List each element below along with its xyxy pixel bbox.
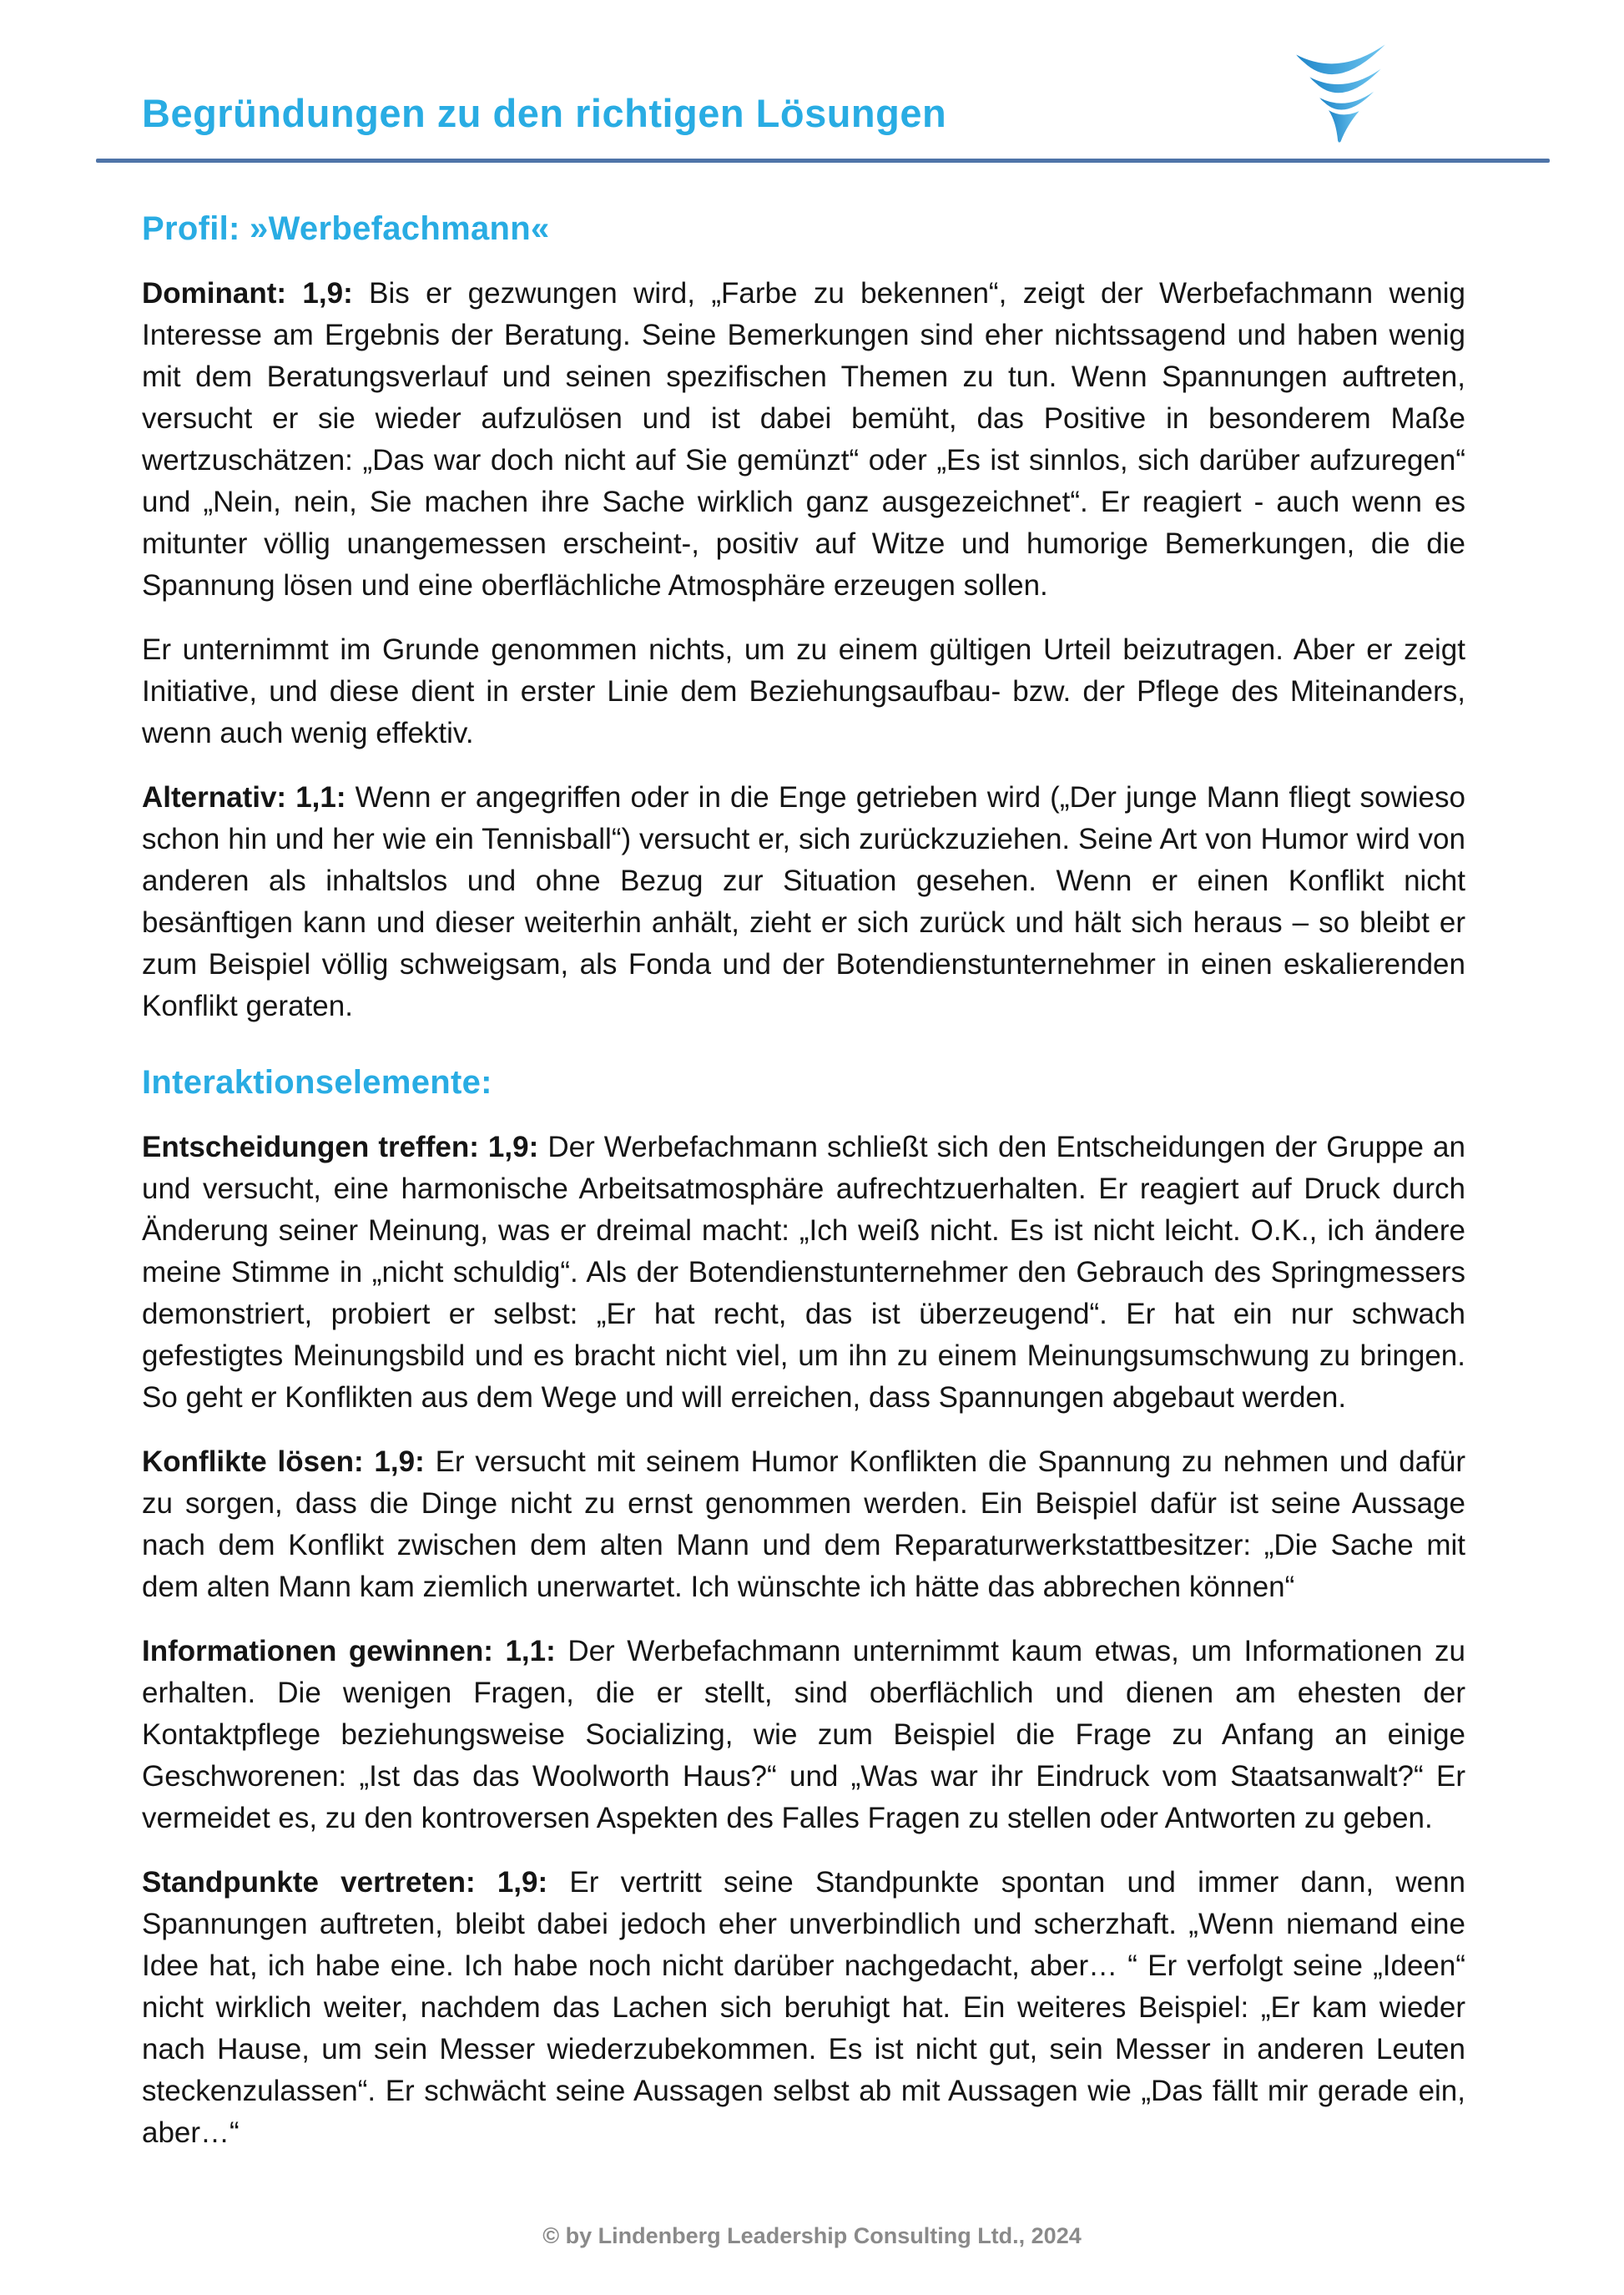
paragraph-text: Bis er gezwungen wird, „Farbe zu bekennen“, zeigt der Werbefachmann wenig Interesse am Ergebnis der Beratung. Seine Bemerkungen sind eher nichtssagend und haben wenig mit dem Beratungsverlauf und seinen spezifischen Themen zu tun. Wenn Spannungen auftreten, versucht er sie wieder aufzulösen und ist dabei bemüht, das Positive in besonderem Maße wertzuschätzen: „Das war doch nicht auf Sie gemünzt“ oder „Es ist sinnlos, sich darüber aufzuregen“ und „Nein, nein, Sie machen ihre Sache wirklich ganz ausgezeichnet“. Er reagiert - auch wenn es mitunter völlig unangemessen erscheint-, positiv auf Witze und humorige Bemerkungen, die die Spannung lösen und eine oberflächliche Atmosphäre erzeugen sollen. [142, 277, 1465, 602]
paragraph-text: Der Werbefachmann unternimmt kaum etwas, um Informationen zu erhalten. Die wenigen Fragen, die er stellt, sind oberflächlich und dienen am ehesten der Kontaktpflege beziehungsweise Socializing, wie zum Beispiel die Frage zu Anfang an einige Geschworenen: „Ist das das Woolworth Haus?“ und „Was war ihr Eindruck vom Staatsanwalt?“ Er vermeidet es, zu den kontroversen Aspekten des Falles Fragen zu stellen oder Antworten zu geben. [142, 1635, 1465, 1834]
paragraph-lead: Entscheidungen treffen: 1,9: [142, 1131, 539, 1163]
paragraph-lead: Informationen gewinnen: 1,1: [142, 1635, 556, 1667]
paragraph-konflikte-loesen [142, 1441, 1465, 1608]
paragraph-informationen-gewinnen [142, 1631, 1465, 1839]
company-logo-icon [1287, 42, 1404, 144]
paragraph-text: Der Werbefachmann schließt sich den Entscheidungen der Gruppe an und versucht, eine harmonische Arbeitsatmosphäre aufrechtzuerhalten. Er reagiert auf Druck durch Änderung seiner Meinung, was er dreimal macht: „Ich weiß nicht. Es ist nicht leicht. O.K., ich ändere meine Stimme in „nicht schuldig“. Als der Botendienstunternehmer den Gebrauch des Springmessers demonstriert, probiert er selbst: „Er hat recht, das ist überzeugend“. Er hat ein nur schwach gefestigtes Meinungsbild und es bracht nicht viel, um ihn zu einem Meinungsumschwung zu bringen. So geht er Konflikten aus dem Wege und will erreichen, dass Spannungen abgebaut werden. [142, 1131, 1465, 1414]
paragraph-text: Er vertritt seine Standpunkte spontan und immer dann, wenn Spannungen auftreten, bleibt dabei jedoch eher unverbindlich und scherzhaft. „Wenn niemand eine Idee hat, ich habe eine. Ich habe noch nicht darüber nachgedacht, aber… “ Er verfolgt seine „Ideen“ nicht wirklich weiter, nachdem das Lachen sich beruhigt hat. Ein weiteres Beispiel: „Er kam wieder nach Hause, um sein Messer wiederzubekommen. Es ist nicht gut, sein Messer in anderen Leuten steckenzulassen“. Er schwächt seine Aussagen selbst ab mit Aussagen wie „Das fällt mir gerade ein, aber…“ [142, 1866, 1466, 2149]
paragraph-initiative [142, 629, 1465, 754]
paragraph-lead: Alternativ: 1,1: [142, 781, 346, 814]
paragraph-lead: Konflikte lösen: 1,9: [142, 1445, 425, 1478]
document-body [142, 210, 1465, 2176]
paragraph-alternativ [142, 777, 1465, 1027]
copyright-footer: © by Lindenberg Leadership Consulting Ltd., 2024 [542, 2223, 1082, 2248]
paragraph-text: Wenn er angegriffen oder in die Enge getrieben wird („Der junge Mann fliegt sowieso schon hin und her wie ein Tennisball“) versucht er, sich zurückzuziehen. Seine Art von Humor wird von anderen als inhaltslos und ohne Bezug zur Situation gesehen. Wenn er einen Konflikt nicht besänftigen kann und dieser weiterhin anhält, zieht er sich zurück und hält sich heraus – so bleibt er zum Beispiel völlig schweigsam, als Fonda und der Botendienstunternehmer in einen eskalierenden Konflikt geraten. [142, 781, 1465, 1022]
section-heading-interaktionselemente: Interaktionselemente: [142, 1064, 492, 1101]
page-title: Begründungen zu den richtigen Lösungen [142, 91, 947, 135]
paragraph-text: Er versucht mit seinem Humor Konflikten die Spannung zu nehmen und dafür zu sorgen, dass die Dinge nicht zu ernst genommen werden. Ein Beispiel dafür ist seine Aussage nach dem Konflikt zwischen dem alten Mann und dem Reparaturwerkstattbesitzer: „Die Sache mit dem alten Mann kam ziemlich unerwartet. Ich wünschte ich hätte das abbrechen können“ [142, 1445, 1465, 1603]
paragraph-lead: Dominant: 1,9: [142, 277, 353, 310]
paragraph-dominant [142, 273, 1465, 607]
paragraph-standpunkte-vertreten [142, 1862, 1465, 2154]
paragraph-entscheidungen-treffen [142, 1127, 1465, 1419]
paragraph-lead: Standpunkte vertreten: 1,9: [142, 1866, 548, 1899]
header-divider [96, 159, 1550, 163]
paragraph-text: Er unternimmt im Grunde genommen nichts, um zu einem gültigen Urteil beizutragen. Aber er zeigt Initiative, und diese dient in erster Linie dem Beziehungsaufbau- bzw. der Pflege des Miteinanders, wenn auch wenig effektiv. [142, 633, 1465, 749]
section-heading-profil: Profil: »Werbefachmann« [142, 210, 550, 247]
